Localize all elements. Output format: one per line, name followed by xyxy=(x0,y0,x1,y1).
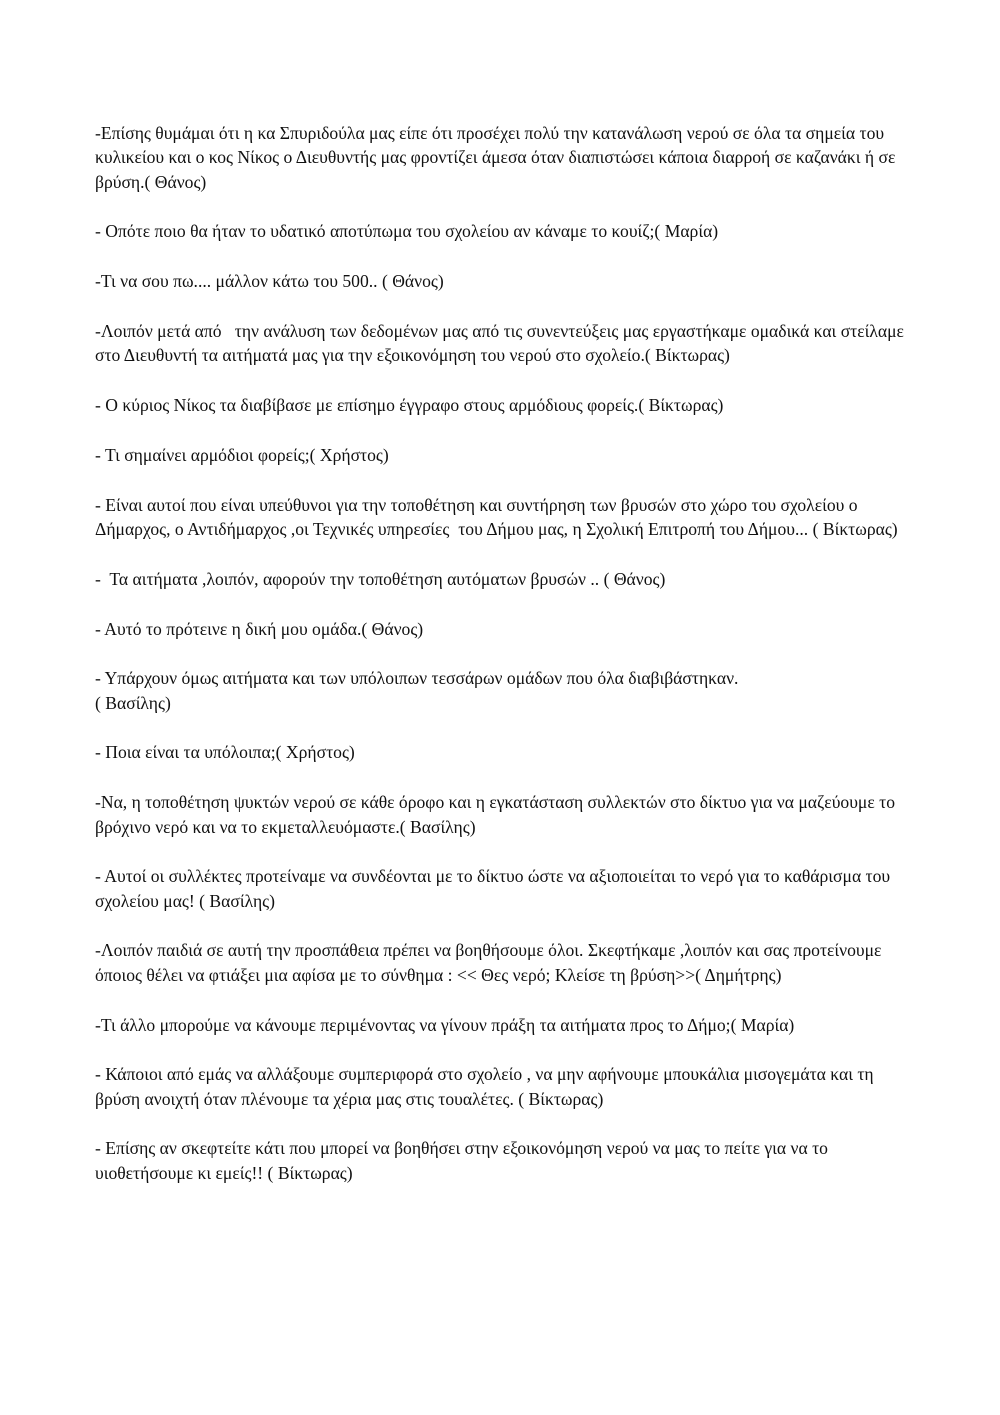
dialogue-paragraph: -Τι άλλο μπορούμε να κάνουμε περιμένοντας να γίνουν πράξη τα αιτήματα προς το Δήμο;( Μαρία) xyxy=(95,1014,795,1035)
dialogue-paragraph: - Αυτό το πρότεινε η δική μου ομάδα.( Θάνος) xyxy=(95,618,424,639)
dialogue-paragraph: -Να, η τοποθέτηση ψυκτών νερού σε κάθε όροφο και η εγκατάσταση συλλεκτών στο δίκτυο για να μαζεύουμε το βρόχινο νερό και να το εκμεταλλευόμαστε.( Βασίλης) xyxy=(95,792,900,837)
dialogue-paragraph: -Τι να σου πω.... μάλλον κάτω του 500.. ( Θάνος) xyxy=(95,271,444,292)
dialogue-paragraph: - Υπάρχουν όμως αιτήματα και των υπόλοιπων τεσσάρων ομάδων που όλα διαβιβάστηκαν. ( Βασίλης) xyxy=(95,668,739,713)
dialogue-paragraph: - Οπότε ποιο θα ήταν το υδατικό αποτύπωμα του σχολείου αν κάναμε το κουίζ;( Μαρία) xyxy=(95,221,719,242)
dialogue-paragraph: - Τι σημαίνει αρμόδιοι φορείς;( Χρήστος) xyxy=(95,444,389,465)
dialogue-paragraph: - Αυτοί οι συλλέκτες προτείναμε να συνδέονται με το δίκτυο ώστε να αξιοποιείται το νερό για το καθάρισμα του σχολείου μας! ( Βασίλης) xyxy=(95,866,895,911)
dialogue-paragraph: -Επίσης θυμάμαι ότι η κα Σπυριδούλα μας είπε ότι προσέχει πολύ την κατανάλωση νερού σε όλα τα σημεία του κυλικείου και ο κος Νίκος ο Διευθυντής μας φροντίζει άμεσα όταν διαπιστώσει κάποια διαρροή σε καζανάκι ή σε βρύση.( Θάνος) xyxy=(95,123,900,192)
dialogue-paragraph: - Κάποιοι από εμάς να αλλάξουμε συμπεριφορά στο σχολείο , να μην αφήνουμε μπουκάλια μισογεμάτα και τη βρύση ανοιχτή όταν πλένουμε τα χέρια μας στις τουαλέτες. ( Βίκτωρας) xyxy=(95,1064,879,1109)
document-body xyxy=(95,121,920,1211)
dialogue-paragraph: - Τα αιτήματα ,λοιπόν, αφορούν την τοποθέτηση αυτόματων βρυσών .. ( Θάνος) xyxy=(95,568,666,589)
dialogue-paragraph: - Ο κύριος Νίκος τα διαβίβασε με επίσημο έγγραφο στους αρμόδιους φορείς.( Βίκτωρας) xyxy=(95,395,724,416)
dialogue-paragraph: - Ποια είναι τα υπόλοιπα;( Χρήστος) xyxy=(95,742,355,763)
dialogue-paragraph: -Λοιπόν παιδιά σε αυτή την προσπάθεια πρέπει να βοηθήσουμε όλοι. Σκεφτήκαμε ,λοιπόν και σας προτείνουμε όποιος θέλει να φτιάξει μια αφίσα με το σύνθημα : << Θες νερό; Κλείσε τη βρύση>>( Δημήτρης) xyxy=(95,940,886,985)
dialogue-paragraph: - Είναι αυτοί που είναι υπεύθυνοι για την τοποθέτηση και συντήρηση των βρυσών στο χώρο του σχολείου ο Δήμαρχος, ο Αντιδήμαρχος ,οι Τεχνικές υπηρεσίες του Δήμου μας, η Σχολική Επιτροπή του Δήμου... ( Βίκτωρας) xyxy=(95,494,898,539)
dialogue-paragraph: -Λοιπόν μετά από την ανάλυση των δεδομένων μας από τις συνεντεύξεις μας εργαστήκαμε ομαδικά και στείλαμε στο Διευθυντή τα αιτήματά μας για την εξοικονόμηση του νερού στο σχολείο.( Βίκτωρας) xyxy=(95,320,909,366)
dialogue-paragraph: - Επίσης αν σκεφτείτε κάτι που μπορεί να βοηθήσει στην εξοικονόμηση νερού να μας το πείτε για να το υιοθετήσουμε κι εμείς!! ( Βίκτωρας) xyxy=(95,1138,833,1183)
